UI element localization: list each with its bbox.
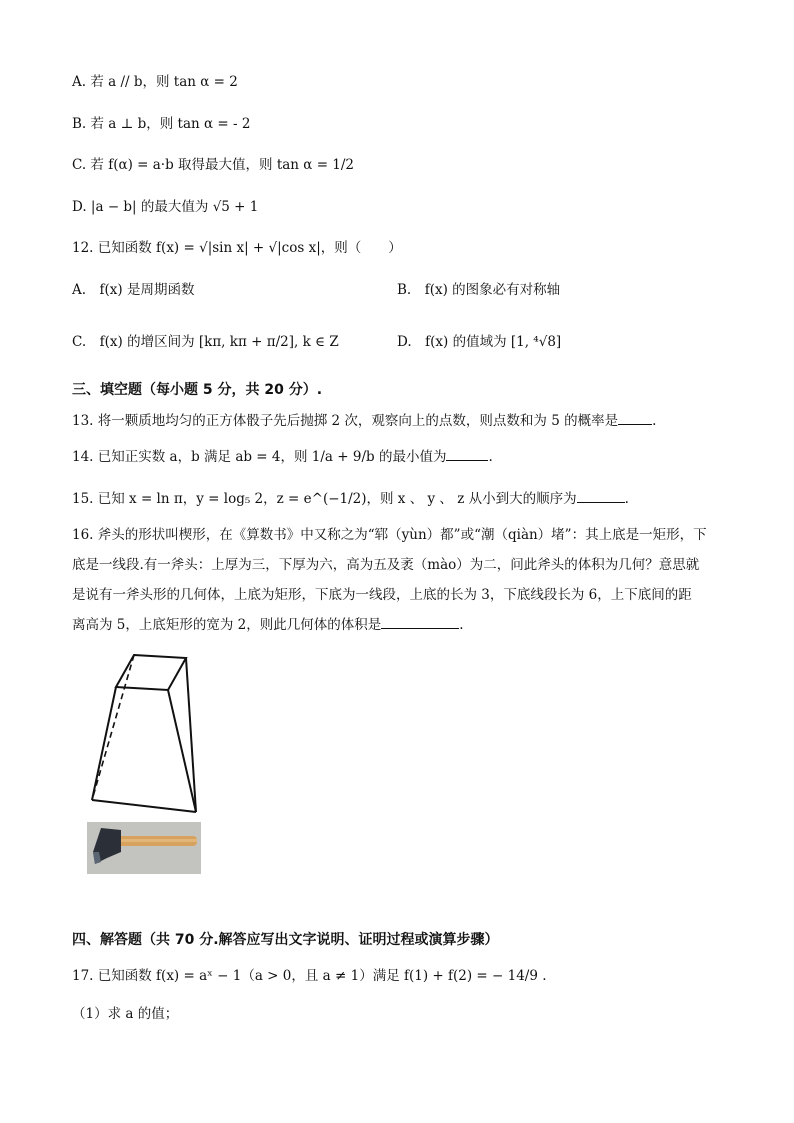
q16-paragraph	[72, 520, 722, 640]
section-answer-heading: 四、解答题（共 70 分.解答应写出文字说明、证明过程或演算步骤）	[72, 932, 499, 948]
wedge-figure	[86, 650, 206, 820]
q16-line-3: 是说有一斧头形的几何体，上底为矩形，下底为一线段，上底的长为 3，下底线段长为 6，上下底间的距	[72, 587, 692, 603]
q11-option-d: D. |a − b| 的最大值为 √5 + 1	[72, 199, 259, 215]
q12-stem: 12. 已知函数 f(x) = √|sin x| + √|cos x|，则（ ）	[72, 240, 402, 256]
wedge-left-edge	[92, 687, 116, 800]
section-fill-in-heading: 三、填空题（每小题 5 分，共 20 分）.	[72, 382, 323, 398]
q12-option-c: C. f(x) 的增区间为 [kπ, kπ + π/2], k ∈ Z	[72, 334, 339, 350]
q12-option-d: D. f(x) 的值域为 [1, ⁴√8]	[397, 334, 562, 350]
q16-line-4-wrap: 离高为 5，上底矩形的宽为 2，则此几何体的体积是 .	[72, 610, 722, 640]
wedge-bottom-edge	[92, 800, 196, 812]
q12-option-b: B. f(x) 的图象必有对称轴	[397, 282, 561, 298]
q11-option-c: C. 若 f(α) = a·b 取得最大值，则 tan α = 1/2	[72, 157, 355, 173]
q15-text: 15. 已知 x = ln π，y = log₅ 2，z = e^(−1/2)，则 x 、 y 、 z 从小到大的顺序为 .	[72, 488, 629, 509]
wedge-hidden-edge	[92, 655, 134, 800]
q11-option-b: B. 若 a ⊥ b，则 tan α = - 2	[72, 116, 251, 132]
q14-text: 14. 已知正实数 a，b 满足 ab = 4，则 1/a + 9/b 的最小值为 .	[72, 446, 493, 467]
q16-line-2: 底是一线段.有一斧头：上厚为三，下厚为六，高为五及袤（mào）为二，问此斧头的体积为几何？意思就	[72, 557, 700, 573]
q16-line-1: 16. 斧头的形状叫楔形，在《算数书》中又称之为“郓（yùn）都”或“潮（qiàn）堵”：其上底是一矩形，下	[72, 527, 707, 543]
axe-photo	[87, 822, 201, 874]
q13-text: 13. 将一颗质地均匀的正方体骰子先后抛掷 2 次，观察向上的点数，则点数和为 5 的概率是 .	[72, 410, 656, 431]
q14-stem: 14. 已知正实数 a，b 满足 ab = 4，则 1/a + 9/b 的最小值为	[72, 449, 447, 465]
wedge-top-face	[116, 655, 186, 690]
q16-answer-blank	[381, 614, 459, 629]
q14-answer-blank	[446, 446, 488, 461]
q11-option-a: A. 若 a // b，则 tan α = 2	[72, 74, 238, 90]
q17-part-1: （1）求 a 的值；	[72, 1006, 179, 1022]
q15-stem: 15. 已知 x = ln π，y = log₅ 2，z = e^(−1/2)，则 x 、 y 、 z 从小到大的顺序为	[72, 491, 577, 507]
q12-option-a: A. f(x) 是周期函数	[72, 282, 195, 298]
q13-answer-blank	[618, 410, 652, 425]
q13-stem: 13. 将一颗质地均匀的正方体骰子先后抛掷 2 次，观察向上的点数，则点数和为 5 的概率是	[72, 413, 619, 429]
q16-line-4: 离高为 5，上底矩形的宽为 2，则此几何体的体积是	[72, 617, 382, 633]
axe-handle-highlight	[115, 839, 197, 842]
q15-answer-blank	[577, 488, 625, 503]
q17-stem: 17. 已知函数 f(x) = aˣ − 1（a > 0，且 a ≠ 1）满足 f(1) + f(2) = − 14/9 .	[72, 968, 547, 984]
